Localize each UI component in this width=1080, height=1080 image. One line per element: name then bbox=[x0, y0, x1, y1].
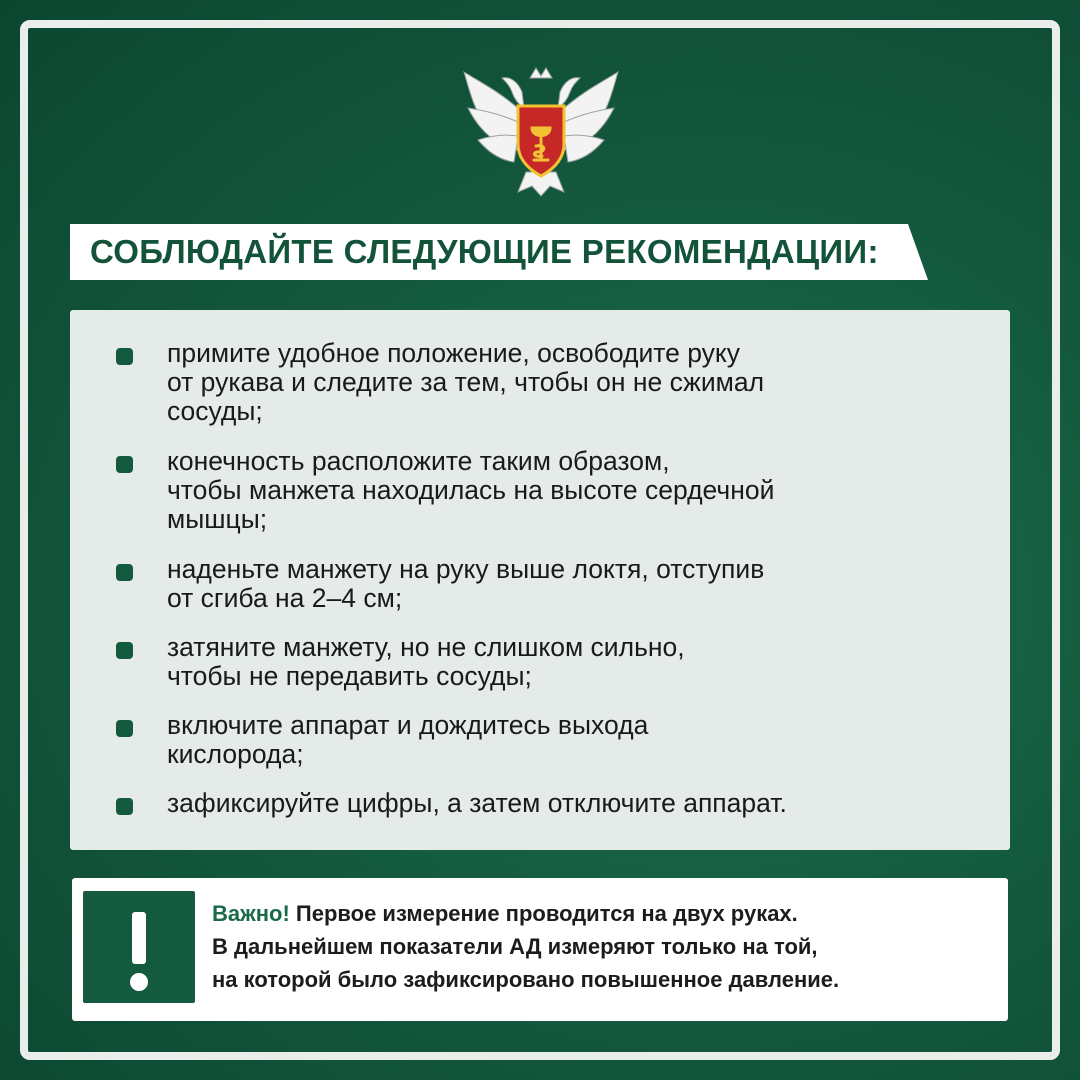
bullet-icon bbox=[116, 564, 133, 581]
note-line-2: В дальнейшем показатели АД измеряют только на той, bbox=[212, 934, 818, 959]
note-text-1: Первое измерение проводится на двух руках. bbox=[295, 901, 798, 926]
note-accent-label: Важно! bbox=[212, 901, 290, 926]
list-item-text: примите удобное положение, освободите руку от рукава и следите за тем, чтобы он не сжимал сосуды; bbox=[167, 338, 765, 426]
note-line-1 bbox=[212, 901, 798, 927]
list-item-text: конечность расположите таким образом, чтобы манжета находилась на высоте сердечной мышцы; bbox=[167, 446, 775, 534]
important-note bbox=[72, 878, 1008, 1021]
list-item-text: наденьте манжету на руку выше локтя, отступив от сгиба на 2–4 см; bbox=[167, 554, 765, 613]
note-line-3: на которой было зафиксировано повышенное давление. bbox=[212, 967, 840, 992]
eagle-medical-emblem-icon bbox=[460, 52, 622, 197]
bullet-icon bbox=[116, 456, 133, 473]
list-item-text: включите аппарат и дождитесь выхода кислорода; bbox=[167, 710, 649, 769]
page-title: СОБЛЮДАЙТЕ СЛЕДУЮЩИЕ РЕКОМЕНДАЦИИ: bbox=[90, 233, 879, 270]
bullet-icon bbox=[116, 348, 133, 365]
list-item-text: затяните манжету, но не слишком сильно, чтобы не передавить сосуды; bbox=[167, 632, 685, 691]
recommendations-panel bbox=[70, 310, 1010, 850]
bullet-icon bbox=[116, 798, 133, 815]
list-item-text: зафиксируйте цифры, а затем отключите аппарат. bbox=[167, 788, 787, 818]
bullet-icon bbox=[116, 720, 133, 737]
exclamation-icon bbox=[83, 891, 195, 1003]
bullet-icon bbox=[116, 642, 133, 659]
